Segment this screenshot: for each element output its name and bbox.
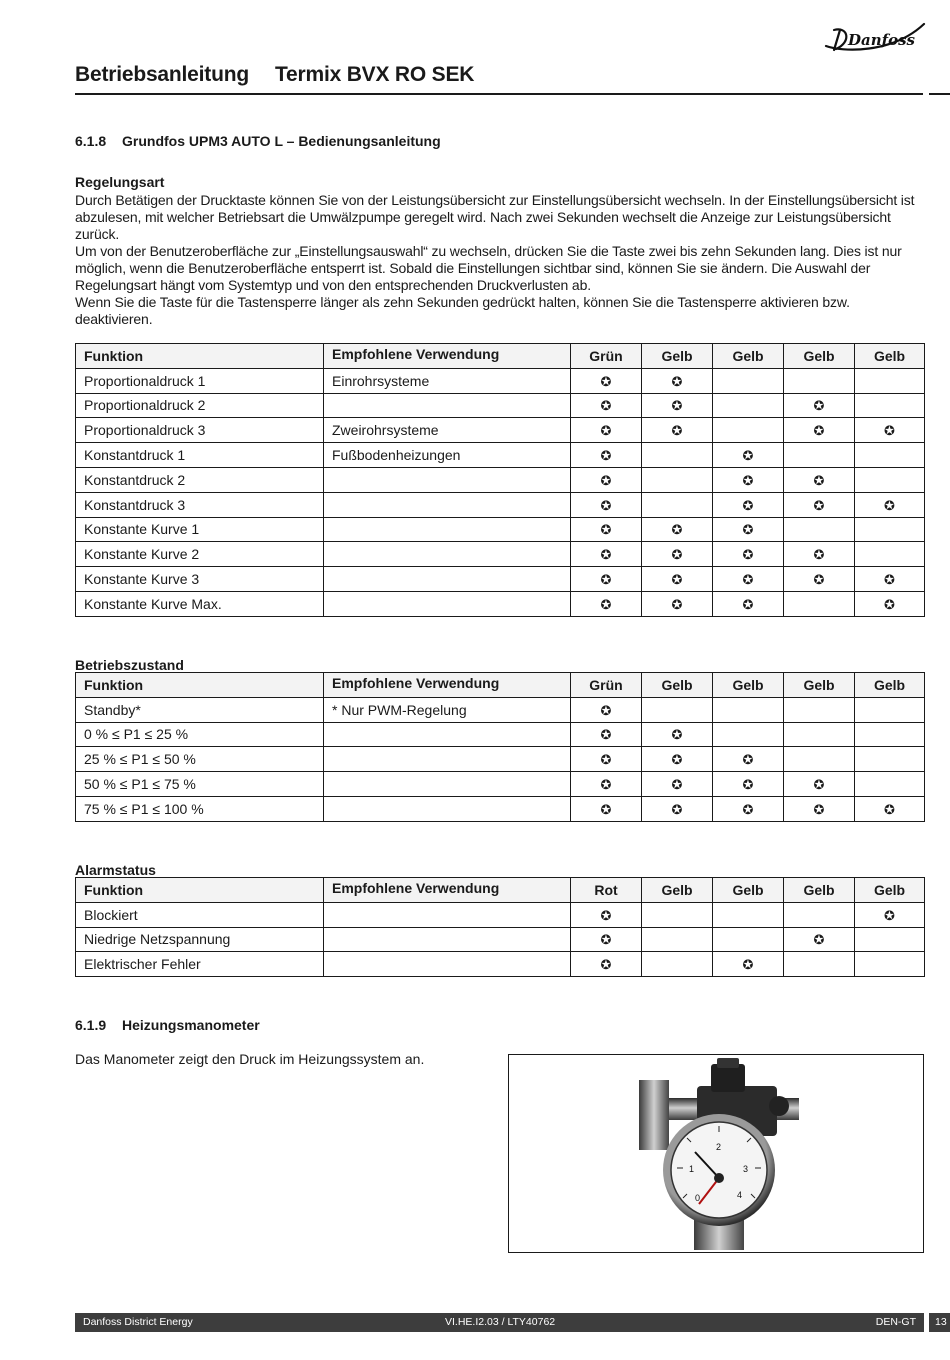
section-618-heading — [75, 133, 441, 149]
table-header-row — [76, 344, 925, 369]
cell-funktion: Konstante Kurve Max. — [76, 591, 324, 616]
cell-led — [855, 591, 925, 616]
led-on-icon: ✪ — [742, 777, 754, 793]
table-row — [76, 772, 925, 797]
cell-led — [784, 772, 855, 797]
led-on-icon: ✪ — [600, 932, 612, 948]
cell-funktion: Konstante Kurve 3 — [76, 567, 324, 592]
table-row — [76, 722, 925, 747]
cell-led — [642, 747, 713, 772]
led-on-icon: ✪ — [671, 398, 683, 414]
footer-company: Danfoss District Energy — [83, 1316, 193, 1328]
manometer-photo — [639, 1058, 799, 1250]
led-on-icon: ✪ — [600, 907, 612, 923]
product-name: Termix BVX RO SEK — [274, 63, 475, 86]
page-number: 13 — [935, 1316, 947, 1328]
alarmstatus-heading: Alarmstatus — [75, 862, 156, 878]
cell-funktion: Proportionaldruck 2 — [76, 393, 324, 418]
document-title — [75, 63, 474, 87]
title-divider-stub — [929, 93, 950, 95]
gauge-label: 2 — [716, 1142, 722, 1152]
header-led: Gelb — [784, 344, 855, 369]
cell-led — [642, 368, 713, 393]
cell-led — [571, 492, 642, 517]
cell-funktion: Proportionaldruck 3 — [76, 418, 324, 443]
led-on-icon: ✪ — [600, 373, 612, 389]
section-title: Grundfos UPM3 AUTO L – Bedienungsanleitung — [122, 133, 441, 149]
cell-funktion: Blockiert — [76, 902, 324, 927]
led-on-icon: ✪ — [884, 596, 895, 612]
led-on-icon: ✪ — [600, 572, 612, 588]
regelungsart-table — [75, 343, 925, 617]
cell-led — [784, 747, 855, 772]
led-on-icon: ✪ — [671, 801, 683, 817]
led-on-icon: ✪ — [813, 398, 825, 414]
section-619-heading — [75, 1017, 260, 1033]
cell-led — [642, 902, 713, 927]
led-on-icon: ✪ — [600, 801, 612, 817]
cell-verwendung: Einrohrsysteme — [324, 368, 571, 393]
cell-funktion: Niedrige Netzspannung — [76, 927, 324, 952]
led-on-icon: ✪ — [600, 777, 612, 793]
led-on-icon: ✪ — [813, 497, 825, 513]
cell-led — [784, 368, 855, 393]
cell-funktion: 0 % ≤ P1 ≤ 25 % — [76, 722, 324, 747]
cell-funktion: 75 % ≤ P1 ≤ 100 % — [76, 796, 324, 821]
led-on-icon: ✪ — [600, 472, 612, 488]
gauge-label: 4 — [737, 1190, 743, 1200]
cell-led — [571, 443, 642, 468]
cell-led — [784, 952, 855, 977]
header-led: Gelb — [642, 673, 713, 698]
led-on-icon: ✪ — [600, 596, 612, 612]
cell-led — [571, 747, 642, 772]
cell-verwendung — [324, 952, 571, 977]
led-on-icon: ✪ — [742, 957, 754, 973]
cell-led — [571, 567, 642, 592]
cell-led — [784, 796, 855, 821]
table-row — [76, 567, 925, 592]
cell-led — [571, 418, 642, 443]
cell-led — [642, 591, 713, 616]
cell-led — [642, 567, 713, 592]
led-on-icon: ✪ — [600, 497, 612, 513]
led-on-icon: ✪ — [600, 702, 612, 718]
led-on-icon: ✪ — [742, 448, 754, 464]
table-row — [76, 368, 925, 393]
header-led: Grün — [571, 344, 642, 369]
header-led: Gelb — [713, 344, 784, 369]
cell-led — [713, 492, 784, 517]
page-number-box — [929, 1313, 950, 1332]
cell-led — [571, 796, 642, 821]
led-on-icon: ✪ — [742, 752, 754, 768]
cell-led — [784, 722, 855, 747]
betriebszustand-table — [75, 672, 925, 822]
led-on-icon: ✪ — [600, 547, 612, 563]
cell-led — [713, 517, 784, 542]
led-on-icon: ✪ — [742, 801, 754, 817]
cell-funktion: Standby* — [76, 697, 324, 722]
cell-funktion: Konstante Kurve 1 — [76, 517, 324, 542]
led-on-icon: ✪ — [742, 472, 754, 488]
cell-verwendung — [324, 722, 571, 747]
cell-led — [855, 567, 925, 592]
cell-led — [713, 467, 784, 492]
cell-verwendung — [324, 772, 571, 797]
cell-led — [855, 952, 925, 977]
manometer-photo-frame — [508, 1054, 924, 1253]
cell-funktion: Konstantdruck 2 — [76, 467, 324, 492]
table-row — [76, 517, 925, 542]
cell-led — [784, 443, 855, 468]
cell-led — [642, 393, 713, 418]
led-on-icon: ✪ — [600, 398, 612, 414]
cell-led — [784, 492, 855, 517]
led-on-icon: ✪ — [813, 801, 825, 817]
cell-led — [784, 418, 855, 443]
table-row — [76, 796, 925, 821]
cell-led — [642, 927, 713, 952]
led-on-icon: ✪ — [671, 522, 683, 538]
cell-led — [784, 517, 855, 542]
led-on-icon: ✪ — [742, 572, 754, 588]
section-number: 6.1.8 — [75, 133, 107, 149]
header-led: Gelb — [642, 878, 713, 903]
led-on-icon: ✪ — [742, 522, 754, 538]
logo-text: Danfoss — [848, 31, 915, 49]
title-divider — [75, 93, 923, 95]
led-on-icon: ✪ — [742, 497, 754, 513]
led-on-icon: ✪ — [671, 596, 683, 612]
cell-led — [855, 467, 925, 492]
cell-led — [642, 492, 713, 517]
cell-verwendung: * Nur PWM-Regelung — [324, 697, 571, 722]
led-on-icon: ✪ — [884, 907, 895, 923]
cell-led — [855, 796, 925, 821]
led-on-icon: ✪ — [884, 497, 895, 513]
led-on-icon: ✪ — [884, 801, 895, 817]
cell-led — [642, 796, 713, 821]
cell-led — [855, 697, 925, 722]
cell-led — [571, 393, 642, 418]
header-verwendung: Empfohlene Verwendung — [324, 673, 571, 698]
cell-verwendung — [324, 567, 571, 592]
led-on-icon: ✪ — [600, 727, 612, 743]
cell-led — [571, 467, 642, 492]
cell-funktion: Konstantdruck 3 — [76, 492, 324, 517]
cell-led — [642, 467, 713, 492]
cell-led — [855, 517, 925, 542]
paragraph: Durch Betätigen der Drucktaste können Sie von der Leistungsübersicht zur Einstellungsübersicht wechseln. In der Einstellungsübersicht ist abzulesen, mit welcher Betriebsart die Umwälzpumpe geregelt wird. Nach zwei Sekunden wechselt die Anzeige zur Leistungsübersicht zurück. — [75, 192, 915, 242]
table-row — [76, 697, 925, 722]
doc-title-label: Betriebsanleitung — [75, 63, 249, 86]
betriebszustand-heading: Betriebszustand — [75, 657, 184, 673]
led-on-icon: ✪ — [813, 777, 825, 793]
cell-funktion: Konstantdruck 1 — [76, 443, 324, 468]
cell-led — [784, 902, 855, 927]
led-on-icon: ✪ — [813, 423, 825, 439]
led-on-icon: ✪ — [742, 596, 754, 612]
cell-verwendung — [324, 747, 571, 772]
manometer-description: Das Manometer zeigt den Druck im Heizungssystem an. — [75, 1051, 425, 1067]
header-led: Gelb — [713, 878, 784, 903]
led-on-icon: ✪ — [813, 572, 825, 588]
led-on-icon: ✪ — [813, 472, 825, 488]
cell-led — [784, 591, 855, 616]
cell-led — [855, 492, 925, 517]
header-funktion: Funktion — [76, 344, 324, 369]
header-led: Gelb — [784, 878, 855, 903]
led-on-icon: ✪ — [671, 572, 683, 588]
cell-led — [571, 927, 642, 952]
cell-led — [713, 722, 784, 747]
section-title: Heizungsmanometer — [122, 1017, 260, 1033]
cell-led — [642, 542, 713, 567]
cell-led — [784, 542, 855, 567]
cell-led — [855, 722, 925, 747]
table-row — [76, 591, 925, 616]
header-led: Grün — [571, 673, 642, 698]
cell-led — [571, 517, 642, 542]
table-row — [76, 952, 925, 977]
cell-led — [855, 418, 925, 443]
regelungsart-heading: Regelungsart — [75, 174, 165, 190]
cell-verwendung — [324, 393, 571, 418]
header-led: Gelb — [855, 673, 925, 698]
led-on-icon: ✪ — [813, 932, 825, 948]
cell-led — [571, 772, 642, 797]
cell-led — [642, 697, 713, 722]
header-funktion: Funktion — [76, 673, 324, 698]
cell-led — [855, 542, 925, 567]
cell-led — [855, 927, 925, 952]
cell-led — [855, 747, 925, 772]
paragraph: Um von der Benutzeroberfläche zur „Einstellungsauswahl“ zu wechseln, drücken Sie die Taste zwei bis zehn Sekunden lang. Dies ist nur möglich, wenn die Benutzeroberfläche entsperrt ist. Sobald die Einstellungen sichtbar sind, können Sie sie ändern. Die Auswahl der Regelungsart hängt vom Systemtyp und von den entsprechenden Druckverlusten ab. — [75, 243, 902, 293]
cell-led — [784, 467, 855, 492]
header-led: Rot — [571, 878, 642, 903]
cell-led — [855, 393, 925, 418]
cell-led — [713, 772, 784, 797]
header-verwendung: Empfohlene Verwendung — [324, 878, 571, 903]
table-row — [76, 542, 925, 567]
cell-led — [784, 567, 855, 592]
led-on-icon: ✪ — [813, 547, 825, 563]
cell-led — [784, 927, 855, 952]
led-on-icon: ✪ — [671, 752, 683, 768]
cell-led — [855, 772, 925, 797]
cell-verwendung — [324, 796, 571, 821]
cell-led — [713, 443, 784, 468]
led-on-icon: ✪ — [884, 423, 895, 439]
cell-funktion: 50 % ≤ P1 ≤ 75 % — [76, 772, 324, 797]
led-on-icon: ✪ — [884, 572, 895, 588]
header-verwendung: Empfohlene Verwendung — [324, 344, 571, 369]
alarmstatus-table — [75, 877, 925, 977]
table-row — [76, 443, 925, 468]
table-row — [76, 418, 925, 443]
cell-verwendung — [324, 902, 571, 927]
cell-led — [642, 517, 713, 542]
cell-led — [855, 443, 925, 468]
cell-led — [713, 796, 784, 821]
danfoss-logo — [822, 16, 930, 60]
regelungsart-body — [75, 192, 927, 328]
cell-led — [784, 393, 855, 418]
led-on-icon: ✪ — [600, 957, 612, 973]
cell-led — [571, 368, 642, 393]
cell-led — [713, 393, 784, 418]
cell-funktion: Proportionaldruck 1 — [76, 368, 324, 393]
cell-led — [784, 697, 855, 722]
cell-led — [713, 902, 784, 927]
cell-verwendung: Fußbodenheizungen — [324, 443, 571, 468]
led-on-icon: ✪ — [600, 752, 612, 768]
cell-led — [642, 772, 713, 797]
cell-verwendung: Zweirohrsysteme — [324, 418, 571, 443]
gauge-label: 3 — [743, 1164, 749, 1174]
cell-verwendung — [324, 542, 571, 567]
led-on-icon: ✪ — [600, 448, 612, 464]
cell-led — [713, 591, 784, 616]
led-on-icon: ✪ — [600, 423, 612, 439]
table-row — [76, 393, 925, 418]
cell-funktion: 25 % ≤ P1 ≤ 50 % — [76, 747, 324, 772]
cell-verwendung — [324, 467, 571, 492]
cell-led — [571, 542, 642, 567]
table-row — [76, 927, 925, 952]
led-on-icon: ✪ — [671, 547, 683, 563]
cell-led — [713, 927, 784, 952]
table-row — [76, 747, 925, 772]
table-header-row — [76, 673, 925, 698]
led-on-icon: ✪ — [742, 547, 754, 563]
cell-led — [571, 591, 642, 616]
led-on-icon: ✪ — [600, 522, 612, 538]
cell-led — [713, 368, 784, 393]
cell-led — [713, 952, 784, 977]
header-led: Gelb — [713, 673, 784, 698]
cell-verwendung — [324, 517, 571, 542]
table-row — [76, 467, 925, 492]
cell-funktion: Konstante Kurve 2 — [76, 542, 324, 567]
cell-led — [713, 542, 784, 567]
cell-led — [713, 697, 784, 722]
cell-verwendung — [324, 927, 571, 952]
cell-led — [713, 567, 784, 592]
cell-led — [571, 722, 642, 747]
table-row — [76, 492, 925, 517]
led-on-icon: ✪ — [671, 777, 683, 793]
cell-led — [571, 902, 642, 927]
paragraph: Wenn Sie die Taste für die Tastensperre länger als zehn Sekunden gedrückt halten, können Sie die Tastensperre aktivieren bzw. deaktivieren. — [75, 294, 850, 327]
led-on-icon: ✪ — [671, 727, 683, 743]
gauge-label: 1 — [689, 1164, 695, 1174]
led-on-icon: ✪ — [671, 423, 683, 439]
header-led: Gelb — [855, 344, 925, 369]
cell-led — [642, 418, 713, 443]
header-led: Gelb — [642, 344, 713, 369]
table-row — [76, 902, 925, 927]
cell-verwendung — [324, 591, 571, 616]
footer — [75, 1313, 924, 1332]
cell-led — [855, 368, 925, 393]
cell-led — [571, 952, 642, 977]
cell-led — [855, 902, 925, 927]
gauge-label: 0 — [695, 1193, 701, 1203]
cell-led — [642, 443, 713, 468]
table-header-row — [76, 878, 925, 903]
cell-verwendung — [324, 492, 571, 517]
led-on-icon: ✪ — [671, 373, 683, 389]
cell-led — [642, 952, 713, 977]
header-led: Gelb — [784, 673, 855, 698]
section-number: 6.1.9 — [75, 1017, 107, 1033]
cell-funktion: Elektrischer Fehler — [76, 952, 324, 977]
footer-doc-code: VI.HE.I2.03 / LTY40762 — [445, 1316, 556, 1328]
cell-led — [642, 722, 713, 747]
header-funktion: Funktion — [76, 878, 324, 903]
header-led: Gelb — [855, 878, 925, 903]
footer-lang: DEN-GT — [875, 1316, 916, 1328]
cell-led — [713, 747, 784, 772]
cell-led — [713, 418, 784, 443]
cell-led — [571, 697, 642, 722]
